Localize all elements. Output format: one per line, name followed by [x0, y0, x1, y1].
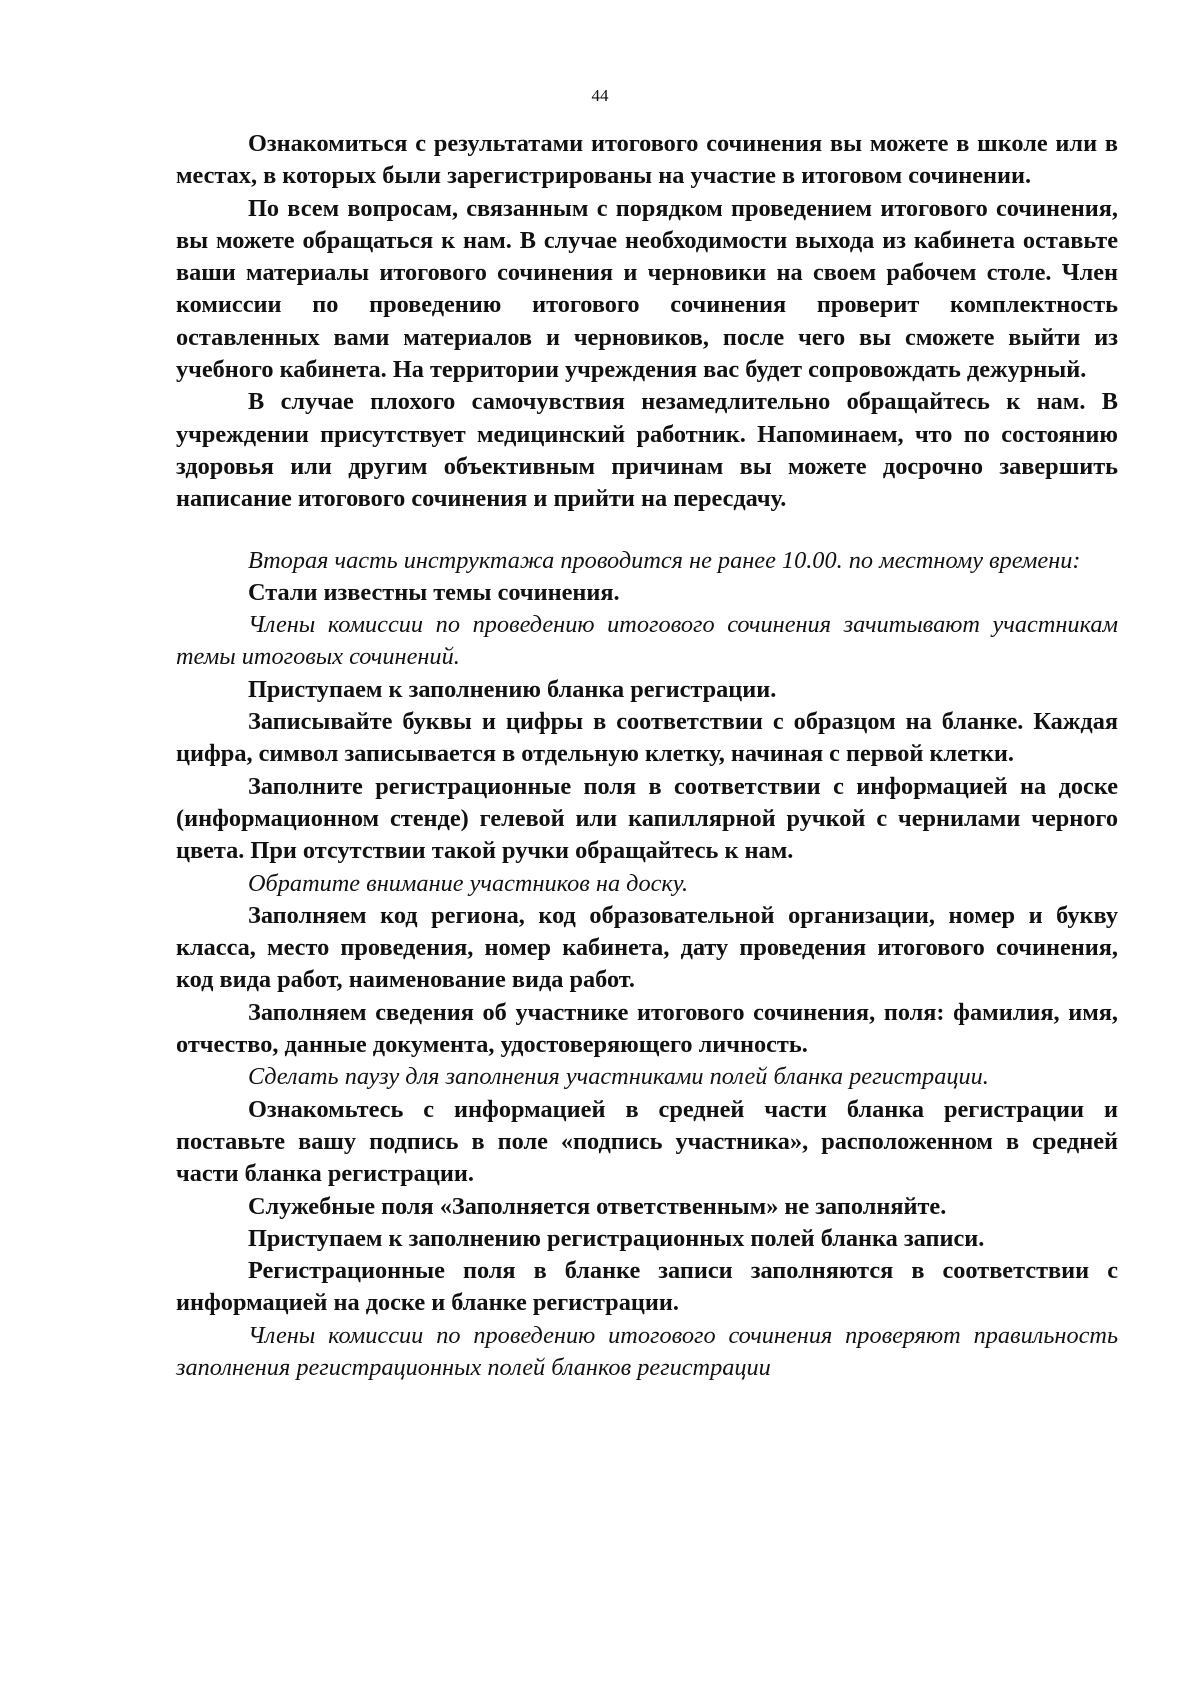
page-number: 44 [591, 86, 609, 105]
paragraph-answer-form-fields: Регистрационные поля в бланке записи заполняются в соответствии с информацией на доске и бланке регистрации. [176, 1257, 1118, 1317]
paragraph-fill-registration-fields: Заполните регистрационные поля в соответствии с информацией на доске (информационном стенде) гелевой или капиллярной ручкой с чернилами черного цвета. При отсутствии такой ручки обращайтесь к нам. [176, 772, 1118, 865]
paragraph-region-code: Заполняем код региона, код образовательной организации, номер и букву класса, место проведения, номер кабинета, дату проведения итогового сочинения, код вида работ, наименование вида работ. [176, 901, 1118, 994]
paragraph-signature: Ознакомьтесь с информацией в средней части бланка регистрации и поставьте вашу подпись в поле «подпись участника», расположенном в средней части бланка регистрации. [176, 1095, 1118, 1188]
note-read-topics: Члены комиссии по проведению итогового сочинения зачитывают участникам темы итоговых сочинений. [176, 611, 1118, 671]
document-body [176, 128, 1118, 1384]
paragraph-service-fields: Служебные поля «Заполняется ответственным» не заполняйте. [248, 1192, 947, 1220]
paragraph-start-answer-form: Приступаем к заполнению регистрационных полей бланка записи. [248, 1224, 985, 1252]
paragraph-participant-info: Заполняем сведения об участнике итогового сочинения, поля: фамилия, имя, отчество, данные документа, удостоверяющего личность. [176, 998, 1118, 1059]
note-pause: Сделать паузу для заполнения участниками полей бланка регистрации. [248, 1063, 989, 1091]
note-attention-board: Обратите внимание участников на доску. [248, 869, 689, 897]
paragraph-topics-known: Стали известны темы сочинения. [248, 578, 620, 606]
note-second-part-briefing: Вторая часть инструктажа проводится не ранее 10.00. по местному времени: [248, 546, 1081, 574]
note-members-check: Члены комиссии по проведению итогового сочинения проверяют правильность заполнения регистрационных полей бланков регистрации [176, 1321, 1118, 1381]
paragraph-questions-and-leaving: По всем вопросам, связанным с порядком проведением итогового сочинения, вы можете обращаться к нам. В случае необходимости выхода из кабинета оставьте ваши материалы итогового сочинения и черновики на своем рабочем столе. Член комиссии по проведению итогового сочинения проверит комплектность оставленных вами материалов и черновиков, после чего вы сможете выйти из учебного кабинета. На территории учреждения вас будет сопровождать дежурный. [176, 194, 1118, 384]
paragraph-results-info: Ознакомиться с результатами итогового сочинения вы можете в школе или в местах, в которых были зарегистрированы на участие в итоговом сочинении. [176, 130, 1118, 190]
paragraph-health: В случае плохого самочувствия незамедлительно обращайтесь к нам. В учреждении присутствует медицинский работник. Напоминаем, что по состоянию здоровья или другим объективным причинам вы можете досрочно завершить написание итогового сочинения и прийти на пересдачу. [176, 388, 1118, 513]
paragraph-write-letters-digits: Записывайте буквы и цифры в соответствии с образцом на бланке. Каждая цифра, символ записывается в отдельную клетку, начиная с первой клетки. [176, 708, 1118, 768]
paragraph-start-registration-form: Приступаем к заполнению бланка регистрации. [248, 675, 777, 703]
